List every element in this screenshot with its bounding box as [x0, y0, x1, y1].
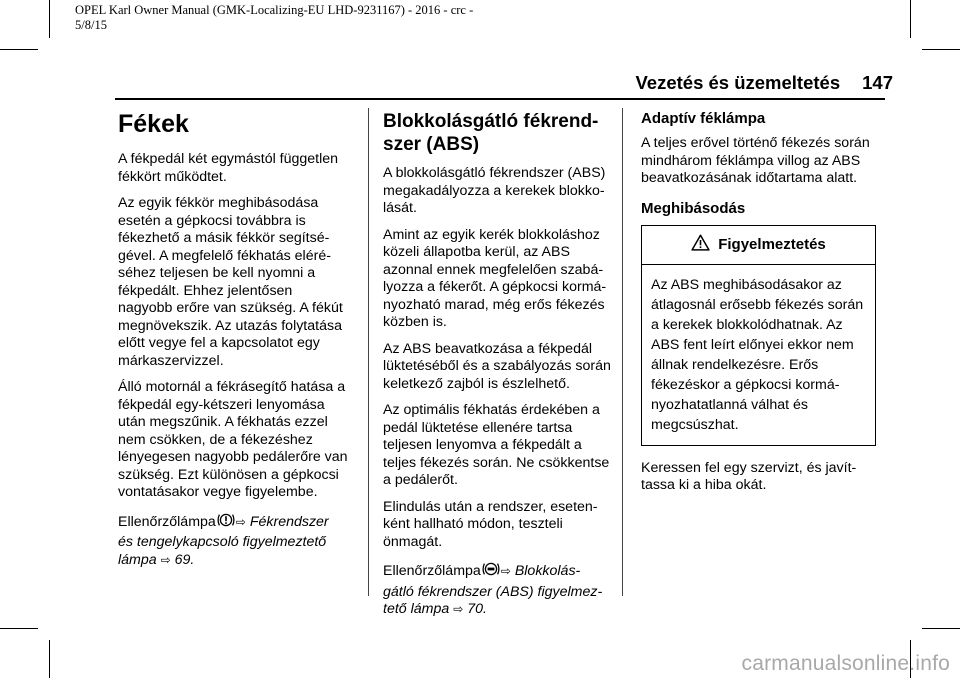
watermark: carmanualsonline.info: [741, 652, 950, 675]
warning-header: [642, 226, 875, 265]
column-2: [383, 110, 615, 628]
paragraph: A teljes erővel történő fékezés során mindhárom féklámpa villog az ABS beavatkozásának időtartama alatt.: [641, 135, 870, 186]
page-ref-arrow-icon: ⇨: [453, 602, 464, 616]
column-divider: [622, 108, 623, 596]
section-heading-adaptive-brake-light: Adaptív féklámpa: [641, 110, 766, 127]
paragraph: Amint az egyik kerék blokkoláshoz közeli állapotba kerül, az ABS azonnal ennek megfelelően szabá- lyozza a fékerőt. A gépkocsi kormá- nyozható marad, még erős fékezés közben is.: [383, 226, 607, 330]
section-heading-fault: Meghibásodás: [641, 199, 746, 217]
crop-mark: [0, 628, 38, 629]
warning-title: Figyelmeztetés: [718, 235, 826, 253]
ref-prefix: Ellenőrzőlámpa: [118, 513, 216, 530]
brake-warning-lamp-icon: [216, 511, 236, 535]
crop-mark: [49, 640, 50, 678]
crop-mark: [922, 628, 960, 629]
paragraph: Az egyik fékkör meghibásodása esetén a gépkocsi továbbra is fékezhető a másik fékkör segítsé- gével. A megfelelő fékhatás eléré- séhez teljesen be kell nyomni a fékpedált. Ehhez jelentősen nagyobb erőre van szükség. A fékút megnövekszik. Az utazás folytatása előtt vegye fel a kapcsolatot egy márkaszervizzel.: [118, 195, 343, 369]
paragraph: Az optimális fékhatás érdekében a pedál lüktetése ellenére tartsa teljesen lenyomva a fékpedált a teljes fékezés során. Ne csökkentse a pedálerőt.: [383, 402, 610, 488]
column-1: [118, 110, 360, 578]
paragraph: A fékpedál két egymástól független fékkört működtet.: [118, 151, 339, 185]
column-divider: [368, 108, 369, 596]
running-head-title: Vezetés és üzemeltetés: [635, 72, 841, 93]
paragraph: Elindulás után a rendszer, eseten- ként hallható módon, teszteli önmagát.: [383, 498, 598, 550]
crop-mark: [910, 0, 911, 38]
section-heading-brakes: Fékek: [118, 110, 189, 138]
ref-title: Fékrendszer és tengelykapcsoló figyelmeztető lámpa: [118, 513, 329, 568]
crop-mark: [49, 0, 50, 38]
page-ref-arrow-icon: ⇨: [235, 514, 246, 529]
paragraph: Keressen fel egy szervizt, és javít- tassa ki a hiba okát.: [641, 459, 857, 493]
warning-text: Az ABS meghibásodásakor az átlagosnál erősebb fékezés során a kerekek blokkolódhatnak. Az ABS fent leírt előnyei ekkor nem állnak rendelkezésre. Erős fékezéskor a gépkocsi kormá- nyozhatatlanná válhat és megcsúszhat.: [651, 276, 864, 433]
warning-triangle-icon: [691, 234, 710, 256]
page-ref-arrow-icon: ⇨: [500, 564, 511, 578]
column-3: [641, 110, 876, 504]
paragraph: Álló motornál a fékrásegítő hatása a fékpedál egy-kétszeri lenyomása után megszűnik. A fékhatás ezzel nem csökken, de a fékezéshez lényegesen nagyobb pedálerőre van szükség. Ezt különösen a gépkocsi vontatásakor vegye figyelembe.: [118, 379, 348, 500]
cross-reference: [118, 511, 360, 570]
cross-reference: [383, 560, 615, 619]
crop-mark: [922, 49, 960, 50]
page-ref-arrow-icon: ⇨: [160, 552, 171, 567]
print-meta-header: OPEL Karl Owner Manual (GMK-Localizing-EU LHD-9231167) - 2016 - crc - 5/8/15: [75, 3, 474, 32]
warning-box: [641, 225, 876, 446]
running-head: [635, 72, 893, 94]
ref-title: Blokkolás- gátló fékrendszer (ABS) figyelmez- tető lámpa: [383, 563, 603, 617]
ref-page: 70.: [467, 601, 487, 617]
paragraph: A blokkolásgátló fékrendszer (ABS) megakadályozza a kerekek blokko- lását.: [383, 165, 606, 216]
page-number: 147: [862, 72, 893, 93]
ref-page: 69.: [174, 551, 195, 568]
header-rule: [115, 98, 885, 100]
ref-prefix: Ellenőrzőlámpa: [383, 563, 481, 579]
section-heading-abs: Blokkolásgátló fékrend- szer (ABS): [383, 111, 599, 155]
paragraph: Az ABS beavatkozása a fékpedál lüktetéséből és a szabályozás során keletkező zajból is észlelhető.: [383, 340, 611, 392]
crop-mark: [0, 49, 38, 50]
abs-warning-lamp-icon: [481, 560, 501, 584]
